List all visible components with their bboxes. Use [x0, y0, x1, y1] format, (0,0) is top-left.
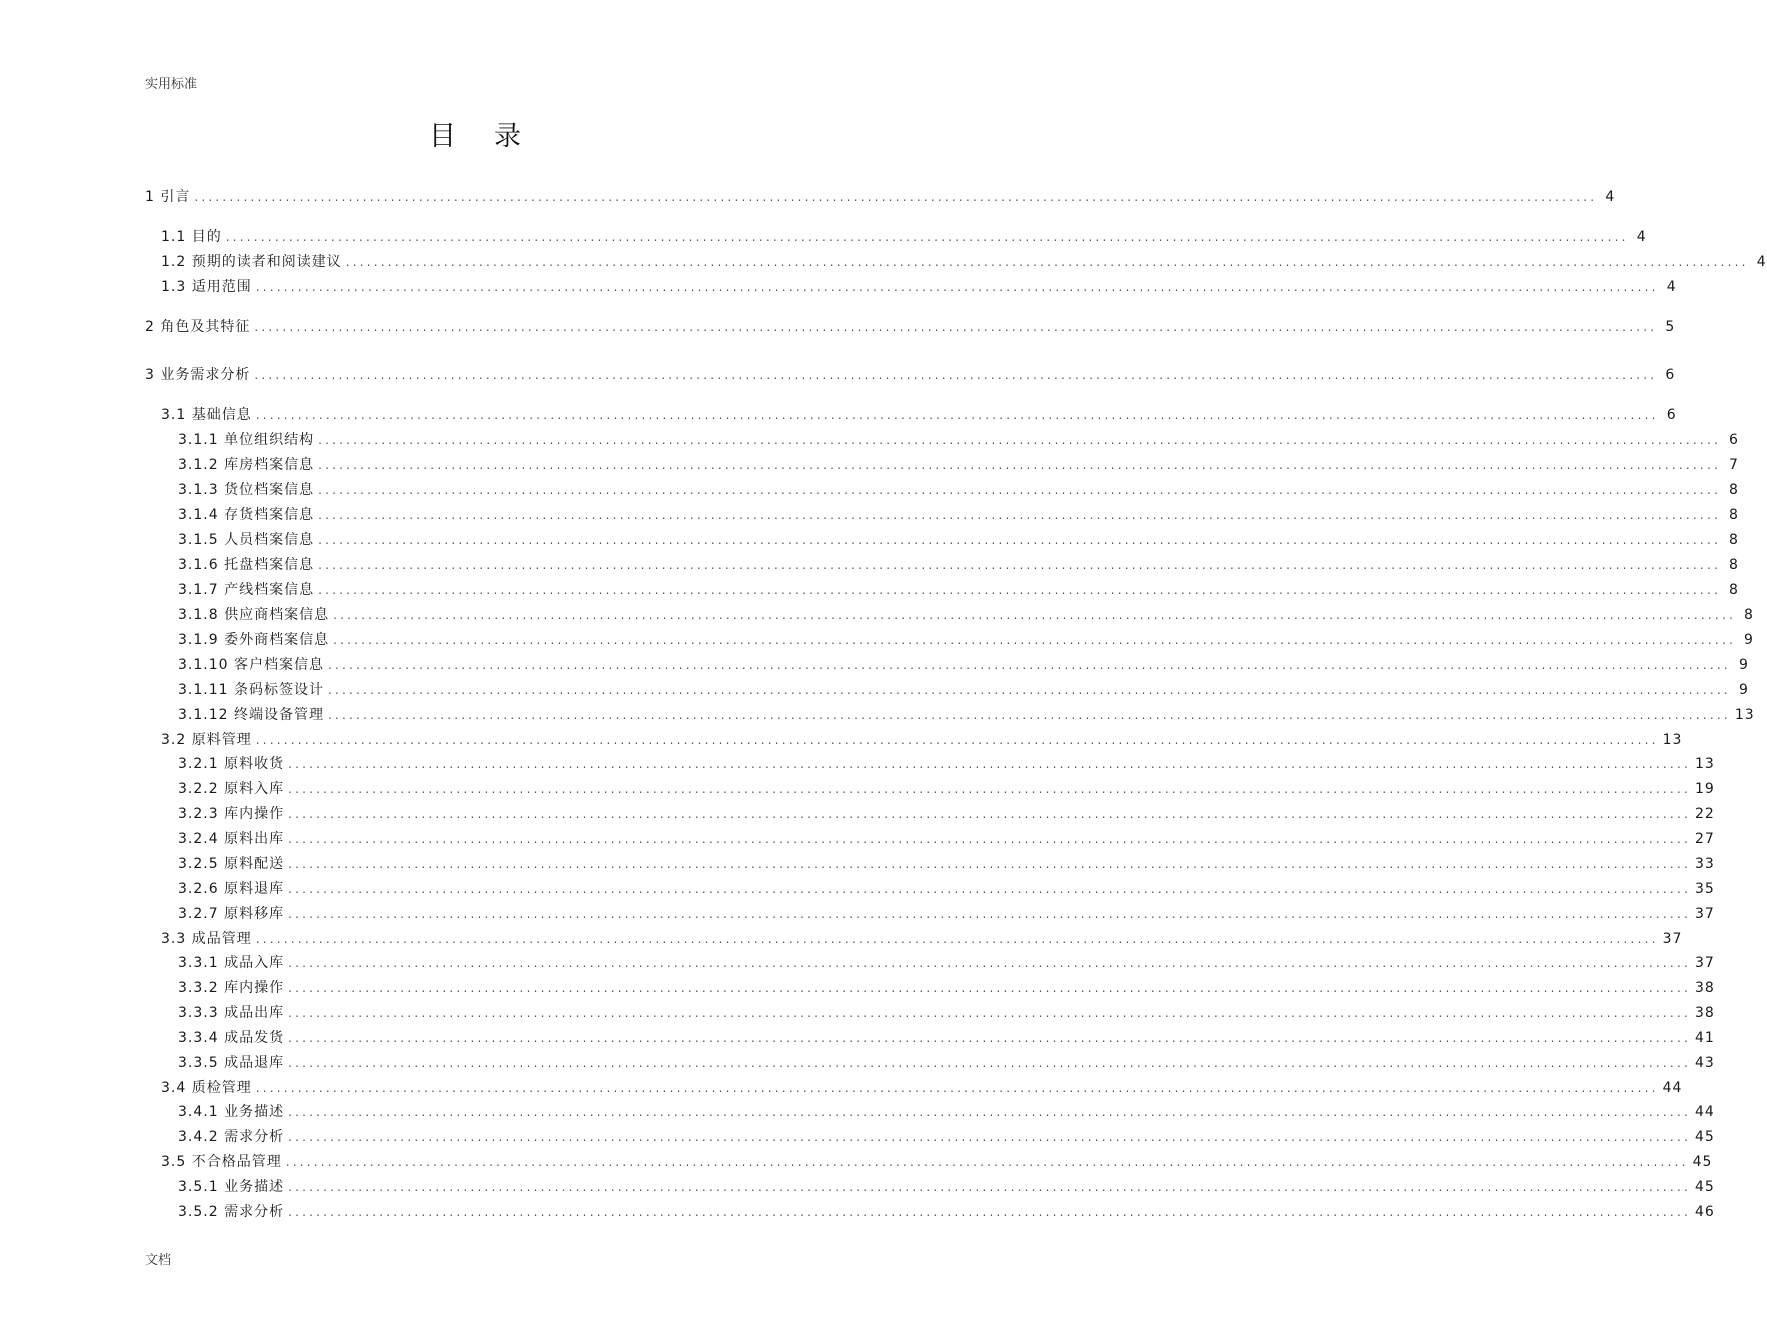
toc-entry[interactable] — [161, 928, 1683, 948]
toc-dot-leader: ........................................................................................................................................................................................................ — [288, 857, 1691, 871]
toc-entry-label: 3.1.8 供应商档案信息 — [178, 607, 330, 623]
toc-entry-label: 3.1.2 库房档案信息 — [178, 457, 315, 473]
toc-entry-label: 3.4 质检管理 — [161, 1080, 252, 1096]
toc-entry-label: 3.1.10 客户档案信息 — [178, 657, 324, 673]
toc-entry[interactable] — [178, 903, 1715, 923]
toc-dot-leader: ........................................................................................................................................................................................................ — [318, 558, 1721, 572]
toc-dot-leader: ........................................................................................................................................................................................................ — [288, 1205, 1691, 1219]
toc-entry-page-number: 45 — [1692, 1154, 1713, 1170]
toc-entry-page-number: 8 — [1729, 507, 1739, 523]
toc-entry[interactable] — [178, 479, 1739, 499]
toc-entry[interactable] — [178, 1176, 1715, 1196]
toc-entry-page-number: 6 — [1666, 407, 1677, 423]
toc-entry[interactable] — [178, 504, 1739, 524]
toc-entry[interactable] — [161, 251, 1767, 271]
toc-entry-page-number: 4 — [1605, 189, 1616, 205]
toc-entry-page-number: 45 — [1694, 1179, 1715, 1195]
toc-entry-page-number: 6 — [1729, 432, 1739, 448]
toc-entry-label: 3.1.6 托盘档案信息 — [178, 557, 315, 573]
toc-entry[interactable] — [178, 1052, 1715, 1072]
toc-entry-page-number: 13 — [1734, 707, 1755, 723]
toc-entry-label: 3.2.6 原料退库 — [178, 881, 285, 897]
toc-entry-page-number: 41 — [1694, 1030, 1715, 1046]
toc-entry-page-number: 37 — [1694, 955, 1715, 971]
toc-entry-page-number: 13 — [1694, 756, 1715, 772]
toc-dot-leader: ........................................................................................................................................................................................................ — [318, 458, 1721, 472]
toc-entry-label: 1.2 预期的读者和阅读建议 — [161, 254, 342, 270]
toc-dot-leader: ........................................................................................................................................................................................................ — [318, 533, 1721, 547]
toc-entry-page-number: 45 — [1694, 1129, 1715, 1145]
toc-entry[interactable] — [178, 878, 1715, 898]
toc-dot-leader: ........................................................................................................................................................................................................ — [194, 190, 1598, 204]
toc-entry-label: 3.4.2 需求分析 — [178, 1129, 285, 1145]
toc-entry-page-number: 9 — [1744, 632, 1754, 648]
toc-entry-label: 3.2 原料管理 — [161, 732, 252, 748]
toc-entry[interactable] — [178, 554, 1739, 574]
toc-dot-leader: ........................................................................................................................................................................................................ — [288, 956, 1691, 970]
toc-entry[interactable] — [161, 226, 1647, 246]
toc-entry[interactable] — [178, 1101, 1715, 1121]
toc-entry-label: 3.2.4 原料出库 — [178, 831, 285, 847]
toc-entry[interactable] — [178, 828, 1715, 848]
toc-entry-page-number: 44 — [1694, 1104, 1715, 1120]
toc-entry-page-number: 8 — [1729, 557, 1739, 573]
toc-entry[interactable] — [178, 1027, 1715, 1047]
toc-dot-leader: ........................................................................................................................................................................................................ — [254, 320, 1658, 334]
toc-entry-label: 3.2.7 原料移库 — [178, 906, 285, 922]
toc-entry-page-number: 4 — [1636, 229, 1647, 245]
toc-dot-leader: ........................................................................................................................................................................................................ — [333, 633, 1736, 647]
toc-entry-label: 1 引言 — [145, 189, 191, 205]
toc-dot-leader: ........................................................................................................................................................................................................ — [288, 782, 1691, 796]
toc-entry-page-number: 43 — [1694, 1055, 1715, 1071]
toc-entry[interactable] — [178, 654, 1749, 674]
toc-entry-page-number: 35 — [1694, 881, 1715, 897]
toc-entry-page-number: 44 — [1662, 1080, 1683, 1096]
toc-dot-leader: ........................................................................................................................................................................................................ — [255, 733, 1659, 747]
toc-entry-page-number: 4 — [1756, 254, 1767, 270]
toc-entry-label: 3.1.3 货位档案信息 — [178, 482, 315, 498]
toc-entry[interactable] — [178, 429, 1739, 449]
toc-dot-leader: ........................................................................................................................................................................................................ — [318, 483, 1721, 497]
toc-entry-label: 3.1.11 条码标签设计 — [178, 682, 324, 698]
page-title: 目录 — [429, 121, 559, 152]
toc-entry-label: 2 角色及其特征 — [145, 319, 251, 335]
toc-dot-leader: ........................................................................................................................................................................................................ — [288, 882, 1691, 896]
toc-entry[interactable] — [178, 853, 1715, 873]
toc-entry-label: 3.2.3 库内操作 — [178, 806, 285, 822]
toc-dot-leader: ........................................................................................................................................................................................................ — [327, 708, 1731, 722]
toc-entry-label: 3.4.1 业务描述 — [178, 1104, 285, 1120]
toc-dot-leader: ........................................................................................................................................................................................................ — [288, 1056, 1691, 1070]
toc-entry-label: 3.5 不合格品管理 — [161, 1154, 282, 1170]
toc-entry[interactable] — [178, 579, 1739, 599]
toc-entry-page-number: 9 — [1738, 682, 1749, 698]
toc-entry-page-number: 9 — [1738, 657, 1749, 673]
toc-entry[interactable] — [145, 316, 1676, 336]
toc-entry-label: 3.3.3 成品出库 — [178, 1005, 285, 1021]
toc-entry[interactable] — [178, 753, 1715, 773]
toc-entry-label: 3.1 基础信息 — [161, 407, 252, 423]
page-header: 实用标准 — [145, 77, 198, 92]
toc-entry[interactable] — [161, 729, 1683, 749]
toc-entry[interactable] — [145, 186, 1616, 206]
toc-entry-page-number: 38 — [1694, 980, 1715, 996]
toc-dot-leader: ........................................................................................................................................................................................................ — [254, 368, 1658, 382]
toc-entry[interactable] — [178, 629, 1754, 649]
toc-entry[interactable] — [178, 778, 1715, 798]
toc-dot-leader: ........................................................................................................................................................................................................ — [288, 1130, 1691, 1144]
toc-entry[interactable] — [178, 454, 1739, 474]
toc-entry-label: 1.3 适用范围 — [161, 279, 252, 295]
toc-entry-label: 3.1.5 人员档案信息 — [178, 532, 315, 548]
toc-entry[interactable] — [178, 679, 1749, 699]
toc-entry[interactable] — [161, 1151, 1713, 1171]
toc-dot-leader: ........................................................................................................................................................................................................ — [255, 408, 1659, 422]
toc-entry-label: 3.1.7 产线档案信息 — [178, 582, 315, 598]
toc-dot-leader: ........................................................................................................................................................................................................ — [327, 658, 1731, 672]
toc-dot-leader: ........................................................................................................................................................................................................ — [288, 981, 1691, 995]
toc-dot-leader: ........................................................................................................................................................................................................ — [255, 932, 1659, 946]
toc-entry-page-number: 22 — [1694, 806, 1715, 822]
toc-dot-leader: ........................................................................................................................................................................................................ — [288, 1006, 1691, 1020]
toc-entry-label: 3.3.1 成品入库 — [178, 955, 285, 971]
toc-dot-leader: ........................................................................................................................................................................................................ — [318, 433, 1721, 447]
toc-entry-page-number: 8 — [1744, 607, 1754, 623]
toc-entry-page-number: 6 — [1665, 367, 1676, 383]
toc-entry-page-number: 4 — [1666, 279, 1677, 295]
toc-entry-page-number: 46 — [1694, 1204, 1715, 1220]
toc-entry[interactable] — [178, 1201, 1715, 1221]
toc-entry-label: 3.1.12 终端设备管理 — [178, 707, 324, 723]
page-footer: 文档 — [145, 1253, 172, 1268]
toc-entry[interactable] — [178, 977, 1715, 997]
toc-entry-label: 3.3 成品管理 — [161, 931, 252, 947]
toc-entry-page-number: 7 — [1729, 457, 1739, 473]
toc-dot-leader: ........................................................................................................................................................................................................ — [318, 583, 1721, 597]
toc-entry-label: 3.1.1 单位组织结构 — [178, 432, 315, 448]
toc-entry[interactable] — [178, 803, 1715, 823]
toc-entry[interactable] — [161, 1077, 1683, 1097]
toc-dot-leader: ........................................................................................................................................................................................................ — [255, 1081, 1659, 1095]
toc-dot-leader: ........................................................................................................................................................................................................ — [327, 683, 1731, 697]
toc-entry-page-number: 5 — [1665, 319, 1676, 335]
toc-entry-label: 3.1.4 存货档案信息 — [178, 507, 315, 523]
toc-entry-label: 3.2.5 原料配送 — [178, 856, 285, 872]
toc-dot-leader: ........................................................................................................................................................................................................ — [285, 1155, 1689, 1169]
toc-entry-label: 3.3.4 成品发货 — [178, 1030, 285, 1046]
toc-entry-page-number: 19 — [1694, 781, 1715, 797]
toc-entry[interactable] — [178, 604, 1754, 624]
toc-dot-leader: ........................................................................................................................................................................................................ — [288, 907, 1691, 921]
toc-entry-label: 3.1.9 委外商档案信息 — [178, 632, 330, 648]
toc-entry[interactable] — [178, 529, 1739, 549]
toc-entry-label: 3.2.1 原料收货 — [178, 756, 285, 772]
toc-entry-page-number: 27 — [1694, 831, 1715, 847]
toc-entry[interactable] — [161, 404, 1677, 424]
toc-entry-page-number: 8 — [1729, 582, 1739, 598]
toc-entry-label: 3.3.2 库内操作 — [178, 980, 285, 996]
toc-dot-leader: ........................................................................................................................................................................................................ — [288, 757, 1691, 771]
toc-entry-label: 3 业务需求分析 — [145, 367, 251, 383]
toc-entry-label: 3.5.2 需求分析 — [178, 1204, 285, 1220]
toc-dot-leader: ........................................................................................................................................................................................................ — [288, 1031, 1691, 1045]
toc-dot-leader: ........................................................................................................................................................................................................ — [345, 255, 1749, 269]
toc-entry-page-number: 8 — [1729, 482, 1739, 498]
toc-entry-label: 3.5.1 业务描述 — [178, 1179, 285, 1195]
toc-entry[interactable] — [145, 364, 1676, 384]
toc-entry-label: 3.2.2 原料入库 — [178, 781, 285, 797]
toc-entry-page-number: 13 — [1662, 732, 1683, 748]
toc-dot-leader: ........................................................................................................................................................................................................ — [225, 230, 1629, 244]
toc-entry-label: 3.3.5 成品退库 — [178, 1055, 285, 1071]
toc-entry-page-number: 38 — [1694, 1005, 1715, 1021]
toc-dot-leader: ........................................................................................................................................................................................................ — [288, 807, 1691, 821]
toc-entry-page-number: 37 — [1694, 906, 1715, 922]
toc-entry-page-number: 33 — [1694, 856, 1715, 872]
toc-entry[interactable] — [178, 704, 1755, 724]
toc-dot-leader: ........................................................................................................................................................................................................ — [288, 1105, 1691, 1119]
toc-entry-label: 1.1 目的 — [161, 229, 222, 245]
toc-entry[interactable] — [178, 1002, 1715, 1022]
toc-entry-page-number: 8 — [1729, 532, 1739, 548]
toc-dot-leader: ........................................................................................................................................................................................................ — [333, 608, 1736, 622]
toc-dot-leader: ........................................................................................................................................................................................................ — [288, 1180, 1691, 1194]
toc-dot-leader: ........................................................................................................................................................................................................ — [255, 280, 1659, 294]
toc-entry-page-number: 37 — [1662, 931, 1683, 947]
toc-entry[interactable] — [178, 1126, 1715, 1146]
toc-dot-leader: ........................................................................................................................................................................................................ — [288, 832, 1691, 846]
toc-entry[interactable] — [161, 276, 1677, 296]
toc-entry[interactable] — [178, 952, 1715, 972]
toc-dot-leader: ........................................................................................................................................................................................................ — [318, 508, 1721, 522]
